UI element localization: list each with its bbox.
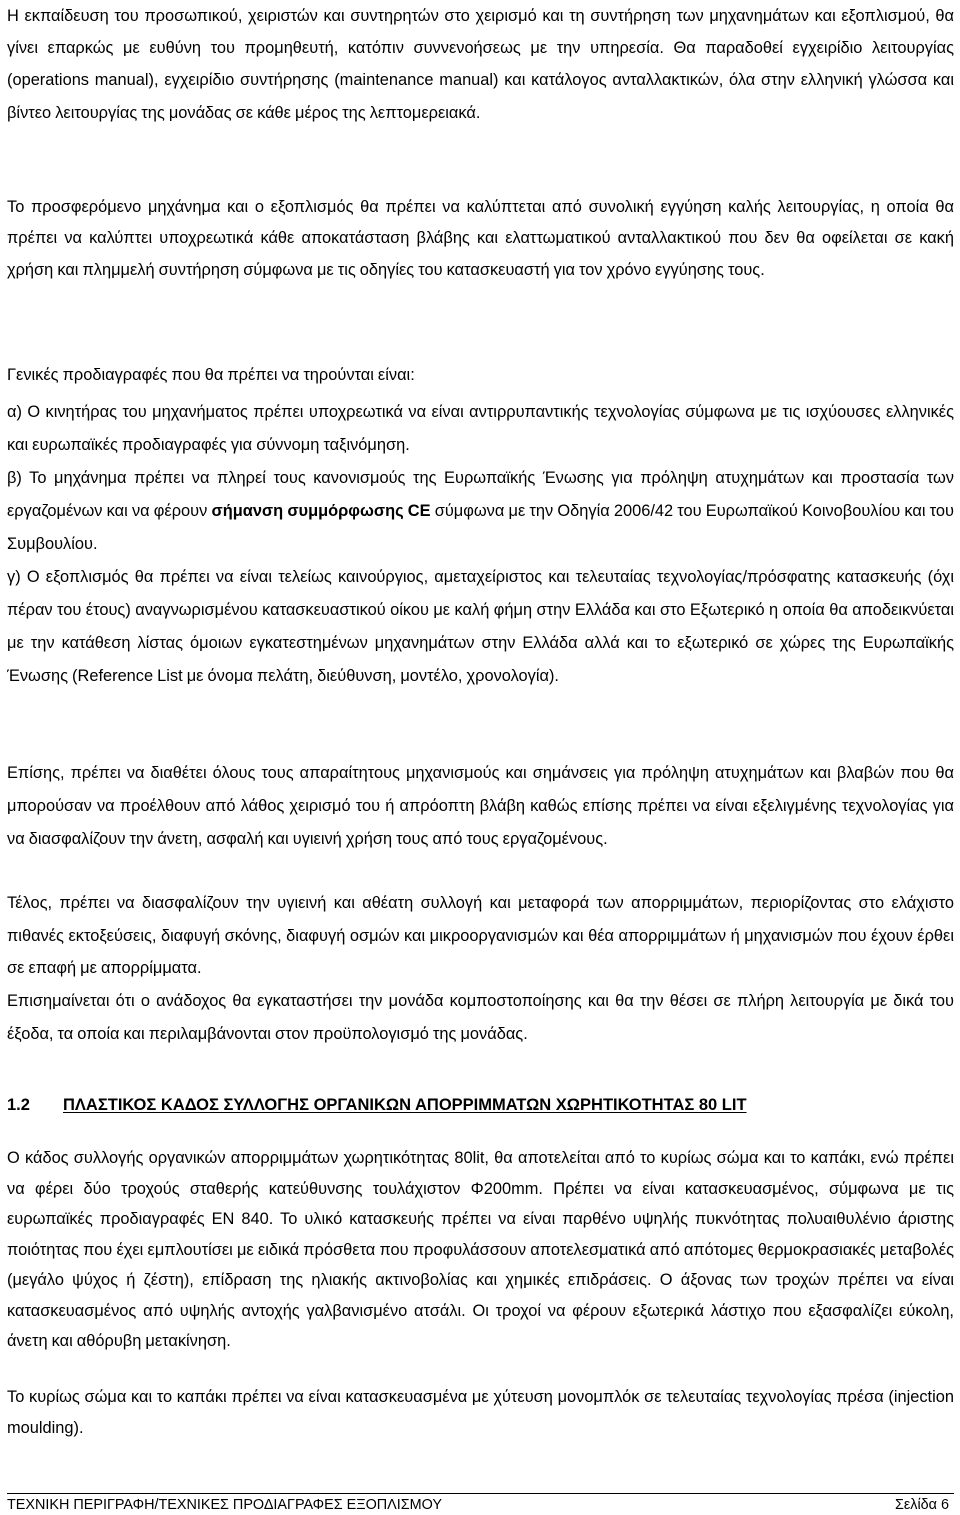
paragraph-bin-manufacturing: Το κυρίως σώμα και το καπάκι πρέπει να είναι κατασκευασμένα με χύτευση μονομπλόκ σε τελευταίας τεχνολογίας πρέσα (injection moulding).	[7, 1388, 954, 1437]
spec-b-text-end: σύμφωνα με την Οδηγία 2006/42 του Ευρωπαϊκού Κοινοβουλίου και του Συμβουλίου.	[7, 502, 954, 553]
paragraph-spec-b	[7, 462, 954, 561]
section-number: 1.2	[7, 1096, 30, 1114]
paragraph-safety: Επίσης, πρέπει να διαθέτει όλους τους απαραίτητους μηχανισμούς και σημάνσεις για πρόληψη ατυχημάτων και βλαβών που θα μπορούσαν να προέλθουν από λάθος χειρισμό του ή απρόοπτη βλάβη καθώς επίσης πρέπει να είναι εξελιγμένης τεχνολογίας για να διασφαλίζουν την άνετη, ασφαλή και υγιεινή χρήση τους από τους εργαζομένους.	[7, 764, 954, 848]
paragraph-hygiene: Τέλος, πρέπει να διασφαλίζουν την υγιεινή και αθέατη συλλογή και μεταφορά των απορριμμάτων, περιορίζοντας στο ελάχιστο πιθανές εκτοξεύσεις, διαφυγή σκόνης, διαφυγή οσμών και μικροοργανισμών και θέα απορριμμάτων ή μηχανισμών που έχουν έρθει σε επαφή με απορρίμματα.	[7, 894, 954, 977]
paragraph-general-specs-intro: Γενικές προδιαγραφές που θα πρέπει να τηρούνται είναι:	[7, 366, 415, 384]
footer-divider	[7, 1493, 954, 1494]
paragraph-warranty: Το προσφερόμενο μηχάνημα και ο εξοπλισμός θα πρέπει να καλύπτεται από συνολική εγγύηση καλής λειτουργίας, η οποία θα πρέπει να καλύπτει υποχρεωτικά κάθε αποκατάσταση βλάβης και ελαττωματικού ανταλλακτικού που δεν θα οφείλεται σε κακή χρήση και πλημμελή συντήρηση σύμφωνα με τις οδηγίες του κατασκευαστή για τον χρόνο εγγύησης τους.	[7, 198, 954, 279]
paragraph-bin-description: Ο κάδος συλλογής οργανικών απορριμμάτων χωρητικότητας 80lit, θα αποτελείται από το κυρίως σώμα και το καπάκι, ενώ πρέπει να φέρει δύο τροχούς σταθερής κατεύθυνσης τουλάχιστον Φ200mm. Πρέπει να είναι κατασκευασμένος, σύμφωνα με τις ευρωπαϊκές προδιαγραφές ΕΝ 840. Το υλικό κατασκευής πρέπει να είναι παρθένο υψηλής πυκνότητας πολυαιθυλένιο άριστης ποιότητας που έχει εμπλουτίσει με ειδικά πρόσθετα που προφυλάσσουν αποτελεσματικά από απότομες θερμοκρασιακές μεταβολές (μεγάλο ψύχος ή ζέστη), επίδραση της ηλιακής ακτινοβολίας και χημικές επιδράσεις. Ο άξονας των τροχών πρέπει να είναι κατασκευασμένος από υψηλής αντοχής γαλβανισμένο ατσάλι. Οι τροχοί να φέρουν εξωτερικά λάστιχο που εξασφαλίζει εύκολη, άνετη και αθόρυβη μετακίνηση.	[7, 1149, 954, 1350]
paragraph-spec-c: γ) Ο εξοπλισμός θα πρέπει να είναι τελείως καινούργιος, αμεταχείριστος και τελευταίας τεχνολογίας/πρόσφατης κατασκευής (όχι πέραν του έτους) αναγνωρισμένου κατασκευαστικού οίκου με καλή φήμη στην Ελλάδα και στο Εξωτερικό η οποία θα αποδεικνύεται με την κατάθεση λίστας όμοιων εγκατεστημένων μηχανημάτων στην Ελλάδα αλλά και το εξωτερικό σε χώρες της Ευρωπαϊκής Ένωσης (Reference List με όνομα πελάτη, διεύθυνση, μοντέλο, χρονολογία).	[7, 568, 954, 685]
paragraph-installation: Επισημαίνεται ότι ο ανάδοχος θα εγκαταστήσει την μονάδα κομποστοποίησης και θα την θέσει σε πλήρη λειτουργία με δικά του έξοδα, τα οποία και περιλαμβάνονται στον προϋπολογισμό της μονάδας.	[7, 992, 954, 1043]
ce-marking-emphasis: σήμανση συμμόρφωσης CE	[211, 502, 431, 520]
footer-document-title: ΤΕΧΝΙΚΗ ΠΕΡΙΓΡΑΦΗ/ΤΕΧΝΙΚΕΣ ΠΡΟΔΙΑΓΡΑΦΕΣ ΕΞΟΠΛΙΣΜΟΥ	[7, 1497, 442, 1513]
document-page	[7, 0, 954, 1515]
paragraph-training: Η εκπαίδευση του προσωπικού, χειριστών και συντηρητών στο χειρισμό και τη συντήρηση των μηχανημάτων και εξοπλισμού, θα γίνει επαρκώς με ευθύνη του προμηθευτή, κατόπιν συννενοήσεως με την υπηρεσία. Θα παραδοθεί εγχειρίδιο λειτουργίας (operations manual), εγχειρίδιο συντήρησης (maintenance manual) και κατάλογος ανταλλακτικών, όλα στην ελληνική γλώσσα και βίντεο λειτουργίας της μονάδας σε κάθε μέρος της λεπτομερειακά.	[7, 7, 954, 122]
paragraph-spec-a: α) Ο κινητήρας του μηχανήματος πρέπει υποχρεωτικά να είναι αντιρρυπαντικής τεχνολογίας σύμφωνα με τις ισχύουσες ελληνικές και ευρωπαϊκές προδιαγραφές για σύννομη ταξινόμηση.	[7, 403, 954, 454]
section-heading	[7, 1093, 954, 1117]
footer-page-number: Σελίδα 6	[894, 1497, 949, 1513]
section-title: ΠΛΑΣΤΙΚΟΣ ΚΑΔΟΣ ΣΥΛΛΟΓΗΣ ΟΡΓΑΝΙΚΩΝ ΑΠΟΡΡΙΜΜΑΤΩΝ ΧΩΡΗΤΙΚΟΤΗΤΑΣ 80 LIT	[63, 1096, 747, 1114]
page-footer	[7, 1496, 954, 1514]
spec-b-text-start: β) Το μηχάνημα πρέπει να πληρεί τους κανονισμούς της Ευρωπαϊκής Ένωσης για πρόληψη ατυχημάτων και προστασία των εργαζομένων και να φέρουν	[7, 469, 954, 520]
